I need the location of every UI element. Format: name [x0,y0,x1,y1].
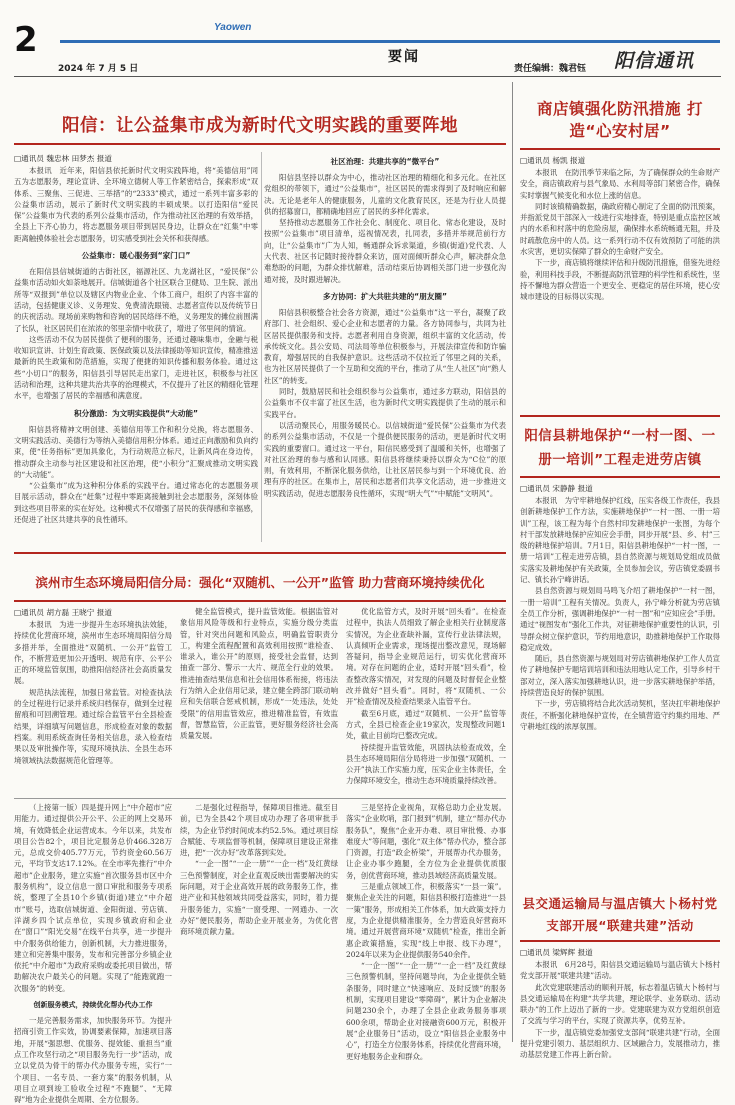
farmland-para: 下一步，劳店镇将结合此次活动契机，坚决扛牢耕地保护责任，不断强化耕地保护宣传，在全镇营造守约集约用地、严守耕地红线的浓厚氛围。 [520,699,720,731]
lead-para: 阳信县将精神文明创建、美德信用等工作和积分兑换，将志愿服务、文明实践活动、美德行为等纳入美德信用积分体系。通过正向激励和负向约束，使“任务指标”更加具象化，为行动规范立标尺，让新风尚在身边传，推动群众主动参与社区建设和社区治理，使“小积分”汇聚成推动文明实践的“大动能”。 [14,424,258,479]
lead-byline: □通讯员 魏忠林 田梦杰 报道 [14,154,112,163]
shop-town-para: 同时该镇精确数据，确政府精心制定了全面的防汛预案，并指派党员干部深入一线进行实地排查，特别是重点监控区域内的水系和村落中的危险房屋，确保排水系统畅通无阻，并及时疏散危房中的人员。这一系列行动不仅有效预防了可能的洪水灾害，更切实保障了群众的生命财产安全。 [520,201,720,257]
eco-title-rule [14,600,506,602]
transport-title-rule [520,940,720,942]
eco-col-3 [346,606,506,794]
page-number: 2 [14,20,38,60]
section-rule [14,798,506,799]
lead-para: 以活动聚民心，用服务暖民心。以信城街道“爱民保”公益集市为代表的系列公益集市活动，不仅是一个提供便民服务的活动，更是新时代文明实践的重要窗口。通过这一平台，阳信民感受到了温暖和关怀，也增强了对社区治理的参与感和认同感。阳信县将继续秉持以群众为“C位”的原则，有效利用，不断深化服务供给，让社区居民参与到一个环境优良、治理有序的社区。在集市上，居民和志愿者们共享文化活动，进一步推进文明实践活动，促进志愿服务良性循环，实现“明大气”“中赋能”文明风”。 [264,420,506,498]
lead-para: “公益集市”成为这种积分体系的实践平台。通过常态化的志愿服务项目展示活动，群众在“赶集”过程中零距离接触到社会志愿服务，深刻体验到这些项目带来的实在好处。这种模式不仅增强了居民的获得感和幸福感，还促进了社区共建共享的良性循环。 [14,481,258,525]
cont-para: “一企一图”“一企一册”“一企一档”及红黄绿三色预警制度，对企业直观反映出需要解决的实际问题，对于企业高效开展的政务服务工作，推进产业和其他领域共同受益落实，同时，着力提升服务能力，实施“一窗受理、一网通办、一次办好”便民服务，帮助企业开展业务，为优化营商环境贡献力量。 [180,859,338,937]
shop-town-para: 下一步，商店镇将继续评估和升级防汛措施，借鉴先进经验，利用科技手段，不断提高防汛管理的科学性和系统性，坚持不懈地为群众营造一个更安全、更稳定的居住环境，使心安城市建设的目标得以实现。 [520,258,720,302]
eco-para: 优化监管方式，及时开展“回头看”。在检查过程中，执法人员细致了解企业相关行业制度落实情况，为企业查缺补漏，宣传行业法律法规，认真倾听企业需求，现场提出整改意见，现场解答疑问，指导企业规范运行，切实优化营商环境。对存在问题的企业，适时开展“回头看”，检查整改落实情况，对发现的问题及时督促企业整改并做好“回头看”。同时，将“双随机、一公开”检查情况及检查结果录入监管平台。 [346,607,506,707]
cont-col-2 [180,802,338,1042]
transport-para: 下一步，温店镇党委加强党支部间“联建共建”行动，全面提升党建引领力、基层组织力、区域融合力，发展推动力，推动基层党建工作再上新台阶。 [520,1027,720,1060]
eco-para: 健全监管模式，提升监管效能。根据监管对象信用风险等级和行业特点，实施分级分类监管，针对突出问题和风险点，明确监管职责分工，构建全流程配置和高效利用按照“谁检查、谁录入，谁公开”的原则，接受社会监督，达到抽查一部分、警示一大片、规范全行业的效果。推进抽查结果信息和社会信用体系衔接，将违法行为纳入企业信用记录，建立健全跨部门联动响应和失信联合惩戒机制，形成“一处违法，处处受限”的信用监管效应，推进精准监管，有效监督，智慧监管，公正监管，更好服务经济社会高质量发展。 [180,607,338,741]
eco-para: 持续提升监管效能，巩固执法检查成效，全县生态环境局阳信分局将进一步加强“双随机、一公开”执法工作实施力度，压实企业主体责任，全力保障环境安全，推动生态环境质量持续改善。 [346,742,506,786]
lead-subhead-3: 社区治理：共建共享的“微平台” [330,157,440,166]
shop-town-para: 本报讯 在防汛季节来临之际，为了确保群众的生命财产安全，商店镇政府与县气象局、水利局等部门紧密合作，确保实时掌握气候变化和水位上涨的信息。 [520,168,720,200]
farmland-headline: 阳信县耕地保护“一村一图、一册一培训”工程走进劳店镇 [524,428,716,468]
eco-byline: □通讯员 胡方磊 王晓宁 报道 [14,608,112,617]
farmland-byline: □通讯员 宋静静 报道 [520,484,593,493]
lead-col-2 [264,150,506,544]
lead-intro: 本报讯 近年来，阳信县依托新时代文明实践阵地，将“美德信用”同五为志愿服务，理论宣讲、全环境立德树人等工作紧密结合，探索形成“双体系、三聚焦、三促进、三举措”的“2333”模式，通过一系列丰富多彩的公益集市活动，展示了新时代文明实践的丰硕成果。以打造阳信“爱民保”公益集市为代表的系列公益集市活动，作为推动社区治理的有效举措，全县上下齐心协力，将志愿服务项目带到居民身边，让群众在“红集”中零距离触摸体验社会志愿服务，切实感受到社会关怀和获得感。 [14,166,258,243]
transport-para: 此次党建联建活动的顺利开展，标志着温店镇大卜杨村与县交通运输局在构建“共学共建，理论联学、业务联动、活动联办”的工作上迈出了新的一步。党建联建为双方党组织创造了交流与学习的平台，实现了资源共享，优势互补。 [520,982,720,1026]
lead-col-1 [14,150,258,544]
eco-para: 规范执法流程，加强日常监管。对检查执法的全过程进行记录并系统归档保存，做到全过程留痕和可回溯管理。通过综合监管平台全县检查结果，详细填写问题信息，形成检查对象的数据档案。利用系统查询任务相关信息，录入检查结果以及审批操作等，实现环境执法、全县生态环境领域执法数据规范化管理等。 [14,687,172,765]
shop-town-body [520,152,720,412]
section-en: Yaowen [214,22,252,33]
page-header [0,0,735,78]
editor-credit: 责任编辑：魏君钰 [514,64,587,74]
cont-col-1 [14,802,172,1105]
cont-para: 一是完善服务需求，加快服务环节。为提升招商引资工作实效，协调要素保障，加速项目落地，开展“强思想、优服务、提效能、重担当”重点工作攻坚行动之“项目服务先行一步”活动，成立以党员为骨干的帮办代办服务专班，实行“一个项目、一名专员、一套方案”的服务机制，从项目立项到竣工验收全过程“不跑腿”、“无障碍”地为企业提供全周期、全方位服务。 [14,1016,172,1105]
eco-para: 截至6月底，通过“双随机、一公开”监管等方式，全县已检查企业19家次，发现整改问题1处，截止目前均已整改完成。 [346,708,506,741]
farmland-para: 县自然资源与规划局马鸣飞介绍了耕地保护“一村一图，一册一培训”工程有关情况。负责人，孙宁峰分析就为劳店镇全员工作分析，强调耕地保护“一村一图”和“应知应会”手册。通过“视图发布”强化工作共，对征耕地保护重要性的认识，引导群众树立保护意识，节约用地意识，助推耕地保护工作取得稳定成效。 [520,586,720,652]
cont-col-3 [346,802,506,1061]
issue-date: 2024 年 7 月 5 日 [58,64,139,74]
blue-rule [60,40,720,43]
farmland-title-rule [520,476,720,478]
farmland-body [520,480,720,885]
transport-body [520,944,720,1060]
eco-headline: 滨州市生态环境局阳信分局：强化“双随机、一公开”监管 助力营商环境持续优化 [35,575,485,590]
eco-col-1 [14,604,172,794]
lead-subhead-4: 多方协同：扩大共驻共建的“朋友圈” [323,291,447,301]
eco-top-rule [14,552,506,554]
transport-byline: □通讯员 梁辉辉 报道 [520,948,593,957]
lead-para: 这些活动不仅为居民提供了便利的服务，还通过趣味集市，金融与税收知识宣讲、计划生育政策、医保政策以及法律援助等知识宣传，精准推送最新的民生政策和防范措施，实现了便捷的知识传播和服务体验。通过这些“小切口”的服务，阳信县引导居民走出家门，走进社区，积极参与社区活动和治理，这种共建共治共享的治理模式，不仅提升了社区的精细化管理水平，也增强了居民的幸福感和满意度。 [14,334,258,401]
lead-para: 同时，鼓励居民和社会组织参与公益集市，通过多方联动，阳信县的公益集市不仅丰富了社区生活，也为新时代文明实践提供了生动的展示和实践平台。 [264,387,506,419]
lead-para: 阳信县积极整合社会各方资源，通过“公益集市”这一平台，凝聚了政府部门、社会组织、爱心企业和志愿者的力量。各方协同参与，共同为社区居民提供服务和支持。志愿者利用自身资源，组织丰富的文化活动，传承传统文化。县公安局、司法局等单位积极参与，开展法律宣传和防诈骗教育，增强居民的自我保护意识。这些活动不仅拉近了邻里之间的关系，也为社区居民提供了一个互助和交流的平台，推动了从“生人社区”向“熟人社区”的转变。 [264,307,506,385]
newspaper-logo: 阳信通讯 [614,50,695,72]
shop-town-rule [520,148,720,150]
farmland-top-rule [520,415,720,417]
eco-para: 本报讯 为进一步提升生态环境执法效能，持续优化营商环境，滨州市生态环境局阳信分局多措并举，全面推进“双随机、一公开”监管工作，不断营造更加公开透明、规范有序、公平公正的环境监管氛围，助推阳信经济社会高质量发展。 [14,620,172,686]
cont-para: “一企一图”“一企一册”“一企一档”及红黄绿三色预警机制，坚持问题导向，为企业提供全链条服务，同时建立“快速响应、及时反馈”的服务机制，实现项目建设“零障碍”，累计为企业解决问题230余个，办理了全县企业政务服务事项600余项，帮助企业对接融资600万元，积极开展“企业服务日”活动，设立“阳信县企业服务中心”，打造全方位服务体系，持续优化营商环境，更好地服务企业和群众。 [346,961,506,1061]
cont-para: 三是重点领域工作，积极落实“一县一策”。聚焦企业关注的问题，阳信县积极打造推进“一县一策”服务，形成相关工作体系，加大政策支持力度，为企业提供精准服务，全力营造良好营商环境。通过开展营商环境“双随机”检查，推出全新惠企政策措施，实现“线上申报、线下办理”，2024年以来为企业提供服务540余件。 [346,882,506,959]
lead-title-rule [14,143,506,145]
cont-para: 二是强化过程指导，保障项目推进。截至目前，已为全县42个项目成功办理了各项审批手续，为企业节约时间成本约52.5%。通过项目综合赋能、专项监督等机制，保障项目建设正常推进，把“一次办好”改革落到实处。 [180,803,338,858]
shop-town-headline: 商店镇强化防汛措施 打造“心安村居” [537,100,703,140]
lead-para: 阳信县坚持以群众为中心，推动社区治理的精细化和多元化。在社区党组织的带领下，通过“公益集市”，社区居民的需求得到了及时响应和解决。无论是老年人的健康服务，儿童的文化教育民区，还是为行业人员提供的招募窗口，都精确地回应了居民的多样化需求。 [264,173,506,216]
cont-para: （上接第一版）四是提升网上“中介超市”应用能力。通过提供公开公平、公正的网上交易环境，有效降低企业运营成本。今年以来，共发布项目公告82个，项目比定服务总价466.328万元，总成交价405.77万元，节约资金60.56万元，平均节支达17.12%。在全市率先推行“中介超市”企业服务，建立实施“首次服务县市区中介服务机构”，设立信息一窗口审批和服务专项系统，整理了全县10个乡镇(街道)建立“中介超市”账号，选取信城街道、金阳街道、劳店镇、洋湖乡四个试点单位，实现乡镇政府和企业在“窗口”“阳光交易”在线平台共享，进一步提升中介服务供给能力，创新机制，大力推进服务，建立和完善集中服务，发布和完善部分乡镇企业依托“中介超市”为政府采购或委托项目做出，帮助解决农户最关心的问题。实现了“能跑就跑一次服务”的转变。 [14,803,172,993]
lead-para: 在阳信县信城街道的古街社区，福源社区、九龙湖社区，“爱民保”公益集市活动如火如荼地展开。信城街道各个社区联合卫健局、卫生院、派出所等“双报到”单位以及辖区内物业企业、个体工商户，组织了内容丰富的活动，包括健康义诊、义务理发、免费清洗眼镜、志愿者宣传以及传统节日的庆祝活动。现场前来购物和咨询的居民络绎不绝，义务理发的摊位前围满了长队，社区居民们在浓浓的邻里亲情中收获了，增进了邻里间的情谊。 [14,267,258,333]
column-divider [261,152,262,542]
eco-col-2 [180,606,338,794]
transport-headline: 县交通运输局与温店镇大卜杨村党支部开展“联建共建”活动 [522,896,718,933]
cont-para: 三是坚持企业视角，双格总助力企业发展。落实“企业吹哨，部门报到”机制，建立“帮办代办服务队”，聚焦“企业开办难、项目审批慢、办事难度大”等问题，强化“双主体”帮办代办，整合部门资源，打造“政企桥梁”，开展帮办代办服务，让企业办事少跑腿，全方位为企业提供优质服务，创优营商环境，推动县域经济高质量发展。 [346,803,506,880]
shop-town-byline: □通讯员 杨凯 报道 [520,156,586,165]
lead-subhead-2: 积分激励：为文明实践提供“大动能” [74,408,198,418]
farmland-para: 本报讯 为守牢耕地保护红线，压实各级工作责任，我县创新耕地保护工作方法，实施耕地保护“一村一图、一册一培训”工程，该工程为每个自然村印发耕地保护一张图，为每个村干部发放耕地保护应知应会手册，同步开展“县、乡、村”三级的耕地保护培训。7月1日，阳信县耕地保护“一村一图，一册一培训”工程走进劳店镇，县自然资源与规划局党组成员做实落实及耕地保护有关政策，全员参加会议，劳店镇党委副书记、镇长孙宁峰讲话。 [520,496,720,585]
lead-headline: 阳信：让公益集市成为新时代文明实践的重要阵地 [62,116,458,136]
transport-para: 本报讯 6月28号，阳信县交通运输局与温店镇大卜杨村党支部开展“联建共建”活动。 [520,960,720,981]
header-rule [14,76,721,77]
lead-subhead-1: 公益集市：暖心服务到“家门口” [81,251,191,261]
cont-subhead: 创新服务模式，持续优化帮办代办工作 [33,1001,153,1010]
section-title: 要闻 [388,49,420,65]
lead-para: 坚持推动志愿服务工作社会化、制度化、项目化、常态化建设，及时按照“公益集市”项目清单，巡视情况表，扎同表，多措并举规范前行方向，让“公益集市”广为人知，畅通群众诉求渠道，乡镇(街道)党代表、人大代表、社区书记随时接待群众来访，面对面倾听群众心声，解决群众急难愁盼的问题，为群众排忧解难，活动结束后协调相关部门进一步强化沟通对接，及时跟进解决。 [264,218,506,284]
main-column-divider [512,82,513,1042]
farmland-para: 随后，县自然资源与规划局对劳店镇耕地保护工作人员宣传了耕地保护专题培训培训和违法用地认定工作，引导乡村干部对立，深入落实加强耕地认识，进一步落实耕地保护举措，持续营造良好的保护氛围。 [520,654,720,698]
